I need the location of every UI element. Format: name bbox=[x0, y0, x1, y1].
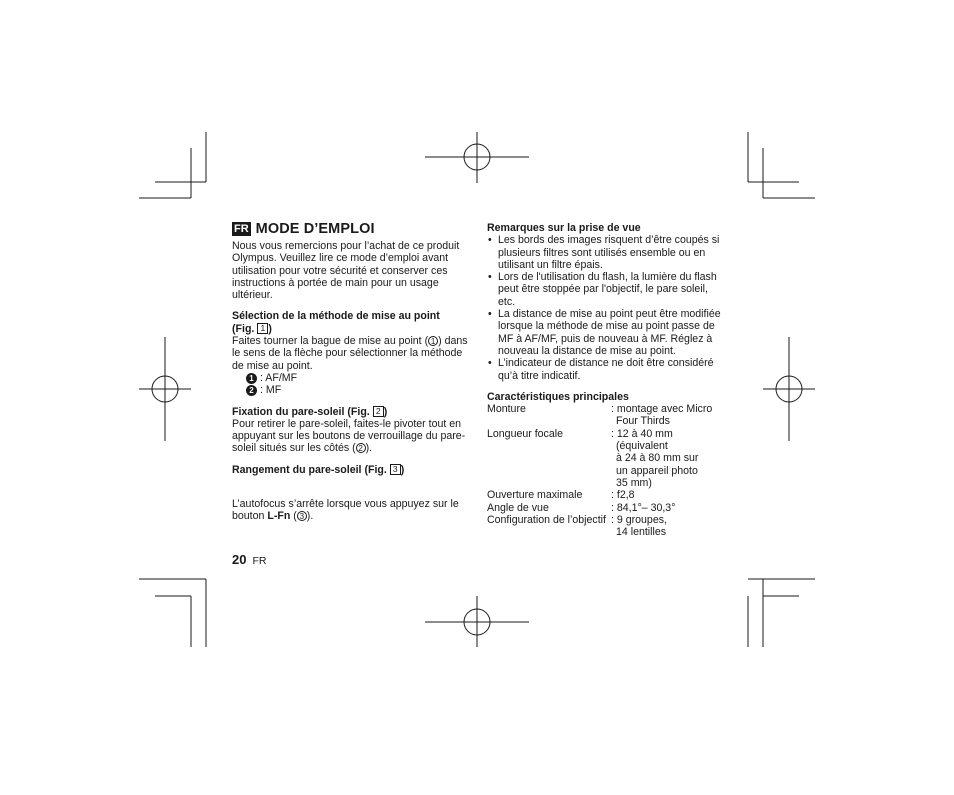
spec-row bbox=[487, 403, 727, 428]
focus-method-heading: Sélection de la méthode de mise au point (Fig. 1 ) bbox=[232, 310, 440, 335]
spec-row bbox=[487, 489, 727, 501]
callout-ref-circle: 1 bbox=[428, 336, 438, 346]
figure-ref-box: 1 bbox=[257, 323, 268, 334]
hood-attach-text: Pour retirer le pare-soleil, faites-le pivoter tout en appuyant sur les boutons de verrouillage du pare-soleil situés sur les côtés ( 2 ). bbox=[232, 417, 466, 455]
right-column bbox=[487, 222, 727, 538]
autofocus-note: L’autofocus s’arrête lorsque vous appuyez sur le bouton L-Fn ( 3 ). bbox=[232, 498, 459, 523]
option-number-badge: 1 bbox=[246, 373, 257, 384]
lfn-button-name: L-Fn bbox=[267, 510, 291, 523]
specs-table bbox=[487, 403, 727, 538]
spec-key: Monture bbox=[487, 403, 526, 416]
registration-mark-left bbox=[139, 337, 191, 441]
language-badge: FR bbox=[234, 223, 249, 235]
spec-key: Longueur focale bbox=[487, 427, 563, 440]
list-item: • Les bords des images risquent d’être coupés si plusieurs filtres sont utilisés ensemble ou en utilisant un filtre épais. bbox=[487, 234, 727, 271]
spec-key: Configuration de l’objectif bbox=[487, 513, 606, 526]
page-title: MODE D’EMPLOI bbox=[255, 220, 375, 237]
figure-ref-box: 3 bbox=[390, 464, 401, 475]
figure-ref-box: 2 bbox=[373, 406, 384, 417]
shooting-notes-heading: Remarques sur la prise de vue bbox=[487, 222, 641, 234]
page-language: FR bbox=[252, 555, 267, 567]
left-column bbox=[232, 222, 470, 523]
callout-ref-circle: 3 bbox=[297, 511, 307, 521]
focus-option-af-mf: 1 : AF/MF bbox=[232, 372, 470, 384]
spec-value: : montage avec Micro Four Thirds bbox=[611, 403, 713, 428]
list-item: • La distance de mise au point peut être modifiée lorsque la méthode de mise au point passe de MF à AF/MF, puis de nouveau à MF. Réglez à nouveau la distance de mise au point. bbox=[487, 308, 727, 357]
spec-value: : 84,1°– 30,3° bbox=[611, 501, 676, 514]
specs-heading: Caractéristiques principales bbox=[487, 390, 629, 403]
section-title-row bbox=[232, 222, 470, 236]
focus-method-text: Faites tourner la bague de mise au point ( 1 ) dans le sens de la flèche pour sélectionner la méthode de mise au point. bbox=[232, 335, 468, 372]
spec-row bbox=[487, 502, 727, 514]
registration-mark-bottom bbox=[425, 596, 529, 647]
spec-value: : f2,8 bbox=[611, 489, 635, 502]
spec-row bbox=[487, 514, 727, 539]
spec-value: : 9 groupes, 14 lentilles bbox=[611, 513, 667, 539]
spec-key: Ouverture maximale bbox=[487, 489, 583, 502]
option-number-badge: 2 bbox=[246, 385, 257, 396]
page-number: 20 bbox=[232, 552, 247, 567]
registration-mark-right bbox=[763, 337, 815, 441]
page-footer bbox=[232, 552, 266, 567]
list-item: • L’indicateur de distance ne doit être considéré qu’à titre indicatif. bbox=[487, 357, 727, 382]
list-item: • Lors de l'utilisation du flash, la lumière du flash peut être stoppée par l'objectif, le pare soleil, etc. bbox=[487, 271, 727, 308]
registration-mark-top bbox=[425, 132, 529, 183]
spec-key: Angle de vue bbox=[487, 501, 549, 514]
shooting-notes-list bbox=[487, 234, 727, 382]
hood-attach-heading: Fixation du pare-soleil (Fig. 2 ) bbox=[232, 405, 388, 418]
focus-option-mf: 2 : MF bbox=[232, 384, 470, 396]
callout-ref-circle: 2 bbox=[356, 443, 366, 453]
spec-value: : 12 à 40 mm (équivalent à 24 à 80 mm sur un appareil photo 35 mm) bbox=[611, 427, 699, 489]
spec-row bbox=[487, 428, 727, 489]
hood-storage-heading: Rangement du pare-soleil (Fig. 3 ) bbox=[232, 463, 405, 476]
intro-paragraph: Nous vous remercions pour l’achat de ce produit Olympus. Veuillez lire ce mode d’emploi avant utilisation pour votre sécurité et conserver ces instructions à portée de main pour un usage ultérieur. bbox=[232, 240, 460, 302]
